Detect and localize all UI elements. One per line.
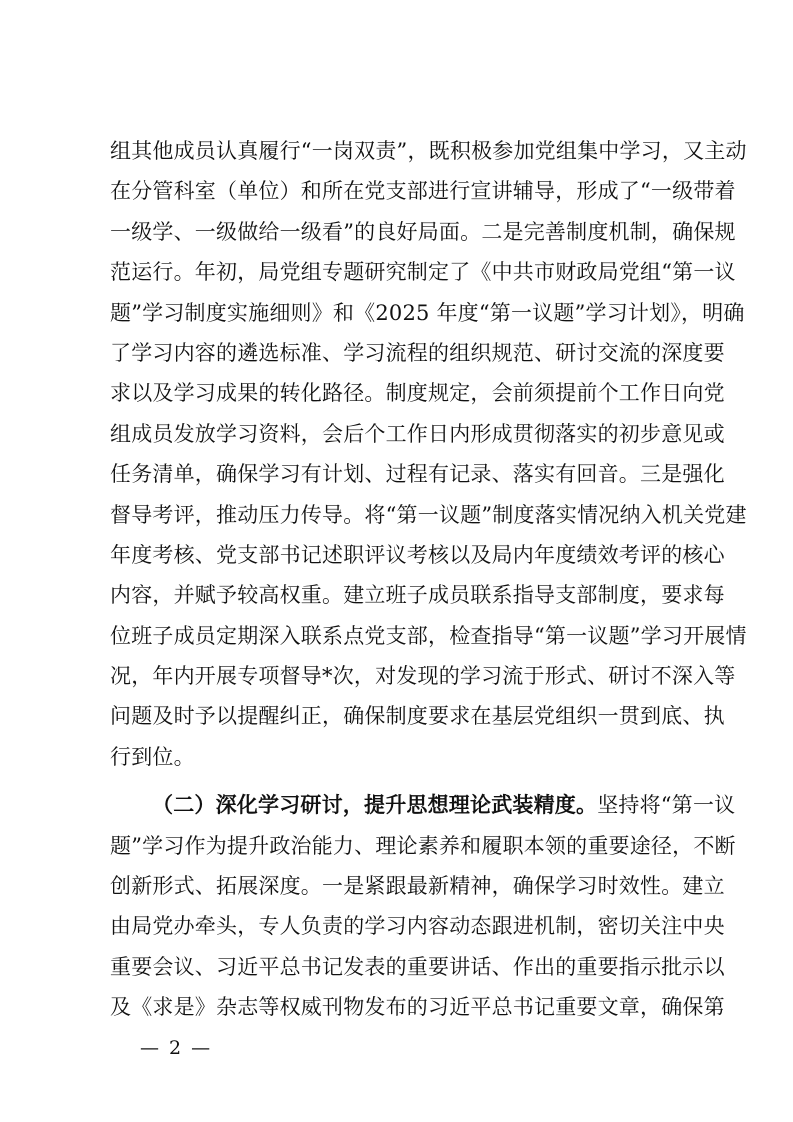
heading-line-rest: 坚持将“第一议: [597, 793, 736, 818]
text-line: 题”学习制度实施细则》和《2025 年度“第一议题”学习计划》，明确: [110, 300, 745, 325]
text-line: 在分管科室（单位）和所在党支部进行宣讲辅导，形成了“一级带着: [110, 179, 736, 204]
text-line-with-heading: [110, 785, 736, 825]
text-line: 范运行。年初，局党组专题研究制定了《中共市财政局党组“第一议: [110, 260, 736, 285]
text-line: 问题及时予以提醒纠正，确保制度要求在基层党组织一贯到底、执: [110, 704, 725, 729]
text-line: 求以及学习成果的转化路径。制度规定，会前须提前个工作日向党: [110, 381, 725, 406]
paragraph-1: [110, 131, 747, 777]
page-number: — 2 —: [140, 1037, 213, 1059]
text-line: 一级学、一级做给一级看”的良好局面。二是完善制度机制，确保规: [110, 219, 736, 244]
paragraph-gap: [110, 777, 693, 785]
text-line: 由局党办牵头，专人负责的学习内容动态跟进机制，密切关注中央: [110, 914, 725, 939]
text-line: 年度考核、党支部书记述职评议考核以及局内年度绩效考评的核心: [110, 542, 725, 567]
text-line: 位班子成员定期深入联系点党支部，检查指导“第一议题”学习开展情: [110, 623, 747, 648]
text-line: 了学习内容的遴选标准、学习流程的组织规范、研讨交流的深度要: [110, 340, 725, 365]
text-line: 题”学习作为提升政治能力、理论素养和履职本领的重要途径，不断: [110, 833, 736, 858]
text-line: 组成员发放学习资料，会后个工作日内形成贯彻落实的初步意见或: [110, 421, 725, 446]
text-line: 重要会议、习近平总书记发表的重要讲话、作出的重要指示批示以: [110, 954, 725, 979]
text-line: 任务清单，确保学习有计划、过程有记录、落实有回音。三是强化: [110, 462, 725, 487]
text-line: 行到位。: [110, 744, 195, 769]
text-line: 内容，并赋予较高权重。建立班子成员联系指导支部制度，要求每: [110, 583, 725, 608]
text-line: 况，年内开展专项督导*次，对发现的学习流于形式、研讨不深入等: [110, 664, 736, 689]
text-line: 及《求是》杂志等权威刊物发布的习近平总书记重要文章，确保第: [110, 995, 725, 1020]
text-line: 创新形式、拓展深度。一是紧跟最新精神，确保学习时效性。建立: [110, 874, 725, 899]
body-text: [110, 131, 747, 1028]
paragraph-2: [110, 785, 736, 1027]
text-line: 组其他成员认真履行“一岗双责”，既积极参加党组集中学习，又主动: [110, 139, 747, 163]
section-heading: （二）深化学习研讨，提升思想理论武装精度。: [152, 792, 598, 818]
text-line: 督导考评，推动压力传导。将“第一议题”制度落实情况纳入机关党建: [110, 502, 747, 527]
